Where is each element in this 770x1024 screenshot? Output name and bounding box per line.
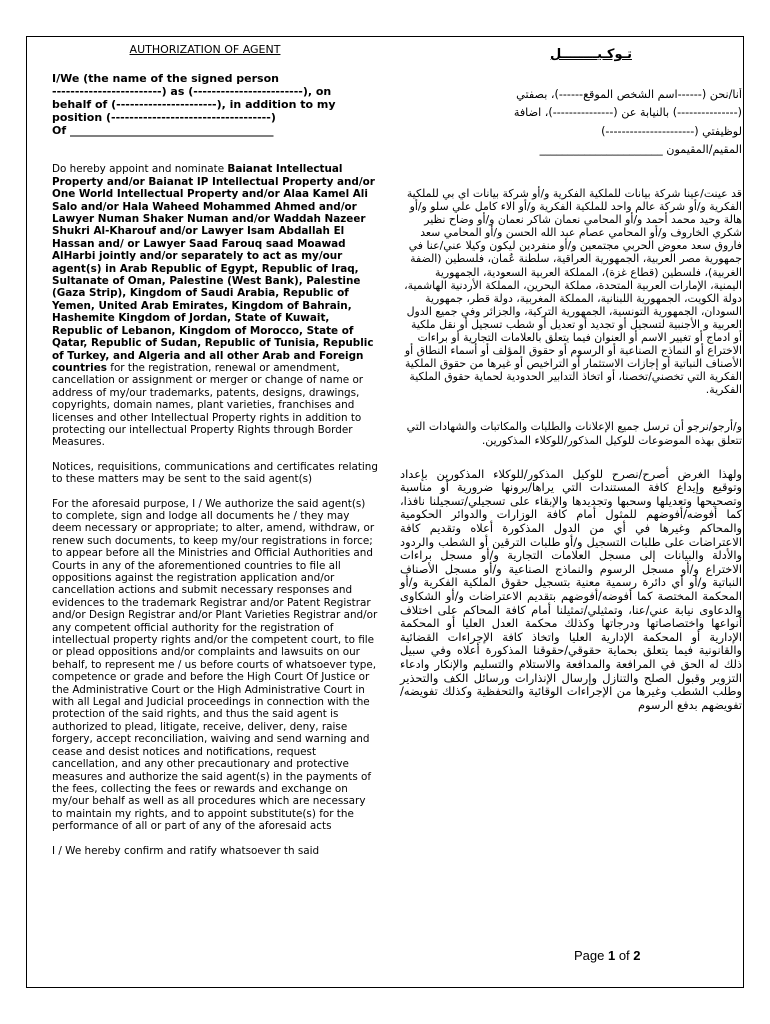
current-page: 1 <box>607 948 616 963</box>
appointment-paragraph <box>52 163 378 448</box>
intro-line: position (-----------------------------------) <box>52 111 276 125</box>
agent-names: Baianat Intellectual Property and/or Baianat IP Intellectual Property and/or One World Intellectual Property and/or Alaa Kamel Ali Salo and/or Hala Waheed Mohammed Ahmed and/or Lawyer Numan Shaker Numan and/or Waddah Nazeer Shukri Al-Kharouf and/or Lawyer Isam Abdallah El Hassan and/ or Lawyer Saad Farouq saad Moawad AlHarbi jointly and/or separately to act as my/our agent(s) in Arab Republic of Egypt, Republic of Iraq, Sultanate of Oman, Palestine (West Bank), Palestine (Gaza Strip), Kingdom of Saudi Arabia, Republic of Yemen, United Arab Emirates, Kingdom of Bahrain, Hashemite Kingdom of Jordan, State of Kuwait, Republic of Lebanon, Kingdom of Morocco, State of Qatar, Republic of Sudan, Republic of Tunisia, Republic of Turkey, and Algeria and all other Arab and Foreign countries <box>52 163 375 374</box>
arabic-notices-paragraph: و/أرجو/نرجو أن ترسل جميع الإعلانات والطلبات والمكاتبات والشهادات التي تتعلق بهذه الموضوعات للوكيل المذكور/للوكلاء المذكورين. <box>406 420 742 448</box>
appointment-prefix: Do hereby appoint and nominate <box>52 163 228 176</box>
english-column <box>52 44 378 869</box>
intro-line: المقيم/المقيمون ______________________ <box>539 143 742 157</box>
arabic-purpose-paragraph: ولهذا الغرض أصرح/نصرح للوكيل المذكور/للوكلاء المذكورين بإعداد وتوقيع وإيداع كافة المستندات التي يراها/يرونها ضرورية أو مناسبة وتصحيحها وتعديلها وسحبها وتجديدها والإبقاء على تسجيلي/تسجيلنا نافذا، كما أفوضه/أفوضهم للمثول أمام كافة الوزارات والدوائر الحكومية والمحاكم وغيرها في أي من الدول المذكورة أعلاه وتقديم كافة الاعتراضات على طلبات التسجيل و/أو طلبات الترقين أو الشطب والردود والأدلة والبيانات إلى مسجل العلامات التجارية و/أو مسجل براءات الاختراع و/أو مسجل الرسوم والنماذج الصناعية و/أو مسجل الأصناف النباتية و/أو أي دائرة رسمية معنية بتسجيل حقوق الملكية الفكرية و/أو المحكمة المختصة كما أفوضه/أفوضهم بتقديم الاعتراضات و/أو الشكاوى والدعاوى نيابة عني/عنا، وتمثيلي/تمثيلنا أمام كافة المحاكم على اختلاف أنواعها واختصاصاتها ودرجاتها وكذلك محكمة العدل العليا أو المحكمة الإدارية أو المحكمة الإدارية العليا واتخاذ كافة الإجراءات القضائية والقانونية فيما يتعلق بحماية حقوقي/حقوقنا المذكورة أعلاه وفي سبيل ذلك له الحق في المرافعة والمدافعة والاستلام والتسليم والإنكار وادعاء التزوير وقبول الصلح والتنازل وإرسال الإنذارات ورسائل الكف والتحذير وطلب الشطب وغيرها من الإجراءات الوقائية والتحفظية وكذلك تفويضه/تفويضهم بدفع الرسوم <box>400 466 742 712</box>
arabic-column <box>400 48 742 724</box>
page-number <box>574 948 641 963</box>
page-of: of <box>615 948 634 963</box>
arabic-title: تـوكـيــــــــل <box>550 47 632 62</box>
notices-paragraph: Notices, requisitions, communications and certificates relating to these matters may be sent to the said agent(s) <box>52 460 378 486</box>
total-pages: 2 <box>633 948 641 963</box>
intro-line: أنا/نحن (------اسم الشخص الموقع------)، بصفتي <box>516 87 742 101</box>
arabic-appointment-paragraph: قد عينت/عينا شركة بيانات للملكية الفكرية و/أو شركة بيانات اي بي للملكية الفكرية و/أو شركة عالم واحد للملكية الفكرية و/أو الاء كامل علي سلو و/أو هالة وحيد محمد أحمد و/أو المحامي نعمان شاكر نعمان و/أو وضاح نظير شكري الخاروف و/أو المحامي عصام عبد الله الحسن و/أو المحامي سعد فاروق سعد معوض الحربي مجتمعين و/أو منفردين ليكون وكيلا عني/عنا في جمهورية مصر العربية، الجمهورية العراقية، سلطنة عُمان، فلسطين (الضفة الغربية)، فلسطين (قطاع غزة)، المملكة العربية السعودية، الجمهورية اليمنية، الإمارات العربية المتحدة، مملكة البحرين، المملكة الأردنية الهاشمية، دولة الكويت، الجمهورية اللبنانية، المملكة المغربية، دولة قطر، جمهورية السودان، الجمهورية التونسية، الجمهورية التركية، والجزائر وفي جميع الدول العربية و الأجنبية لتسجيل أو تجديد أو تعديل أو شطب تسجيل أو نقل ملكية أو ادماج أو تغيير الاسم أو العنوان فيما يتعلق بالعلامات التجارية أو براءات الاختراع أو النماذج الصناعية أو الرسوم أو حقوق المؤلف أو أسماء النطاق أو الأصناف النباتية أو إجازات الاستثمار أو التراخيص أو غيرها من حقوق الملكية الفكرية التي تخصني/تخصنا، أو اتخاذ التدابير الحدودية لحماية حقوق الملكية الفكرية. <box>404 186 742 397</box>
purpose-paragraph: For the aforesaid purpose, I / We authorize the said agent(s) to complete, sign and lodge all documents he / they may deem necessary or appropriate; to alter, amend, withdraw, or renew such documents, to keep my/our registrations in force; to appear before all the Ministries and Official Authorities and Courts in any of the aforementioned countries to file all oppositions against the registration application and/or cancellation actions and submit necessary responses and evidences to the trademark Registrar and/or Patent Registrar and/or Design Registrar and/or Plant Varieties Registrar and/or any competent official authority for the registration of intellectual property rights and/or the competent court, to file or plead oppositions and/or complaints and lawsuits on our behalf, to represent me / us before courts of whatsoever type, competence or grade and before the High Court Of Justice or the Administrative Court or the High Administrative Court in with all Legal and Judicial proceedings in connection with the protection of the said rights, and thus the said agent is authorized to plead, litigate, receive, deliver, deny, raise forgery, accept reconciliation, waiving and send warning and cease and desist notices and notifications, request cancellation, and any other precautionary and protective measures and authorize the said agent(s) in the payments of the fees, collecting the fees or rewards and exchange on my/our behalf as well as all procedures which are necessary to maintain my rights, and to appoint substitute(s) for the performance of all or part of any of the aforesaid acts <box>52 497 378 833</box>
arabic-intro <box>400 88 742 157</box>
page-label: Page <box>574 948 608 963</box>
intro-line: (---------------) بالنيابة عن (---------------)، اضافة <box>513 106 742 120</box>
intro-line: Of _____________________________________ <box>52 124 274 138</box>
confirm-paragraph: I / We hereby confirm and ratify whatsoever th said <box>52 844 320 857</box>
intro-line: لوظيفتي (----------------------) <box>601 124 742 138</box>
intro-line: ------------------------) as (------------------------), on <box>52 85 332 99</box>
english-intro <box>52 72 378 137</box>
appointment-suffix: for the registration, renewal or amendment, cancellation or assignment or merger or change of name or address of my/our trademarks, patents, designs, drawings, copyrights, domain names, plant varieties, franchises and licenses and other Intellectual Property rights in addition to protecting our intellectual Property Rights through Border Measures. <box>52 361 364 449</box>
intro-line: behalf of (----------------------), in addition to my <box>52 98 336 112</box>
english-title: AUTHORIZATION OF AGENT <box>129 43 281 56</box>
intro-line: I/We (the name of the signed person <box>52 72 279 86</box>
